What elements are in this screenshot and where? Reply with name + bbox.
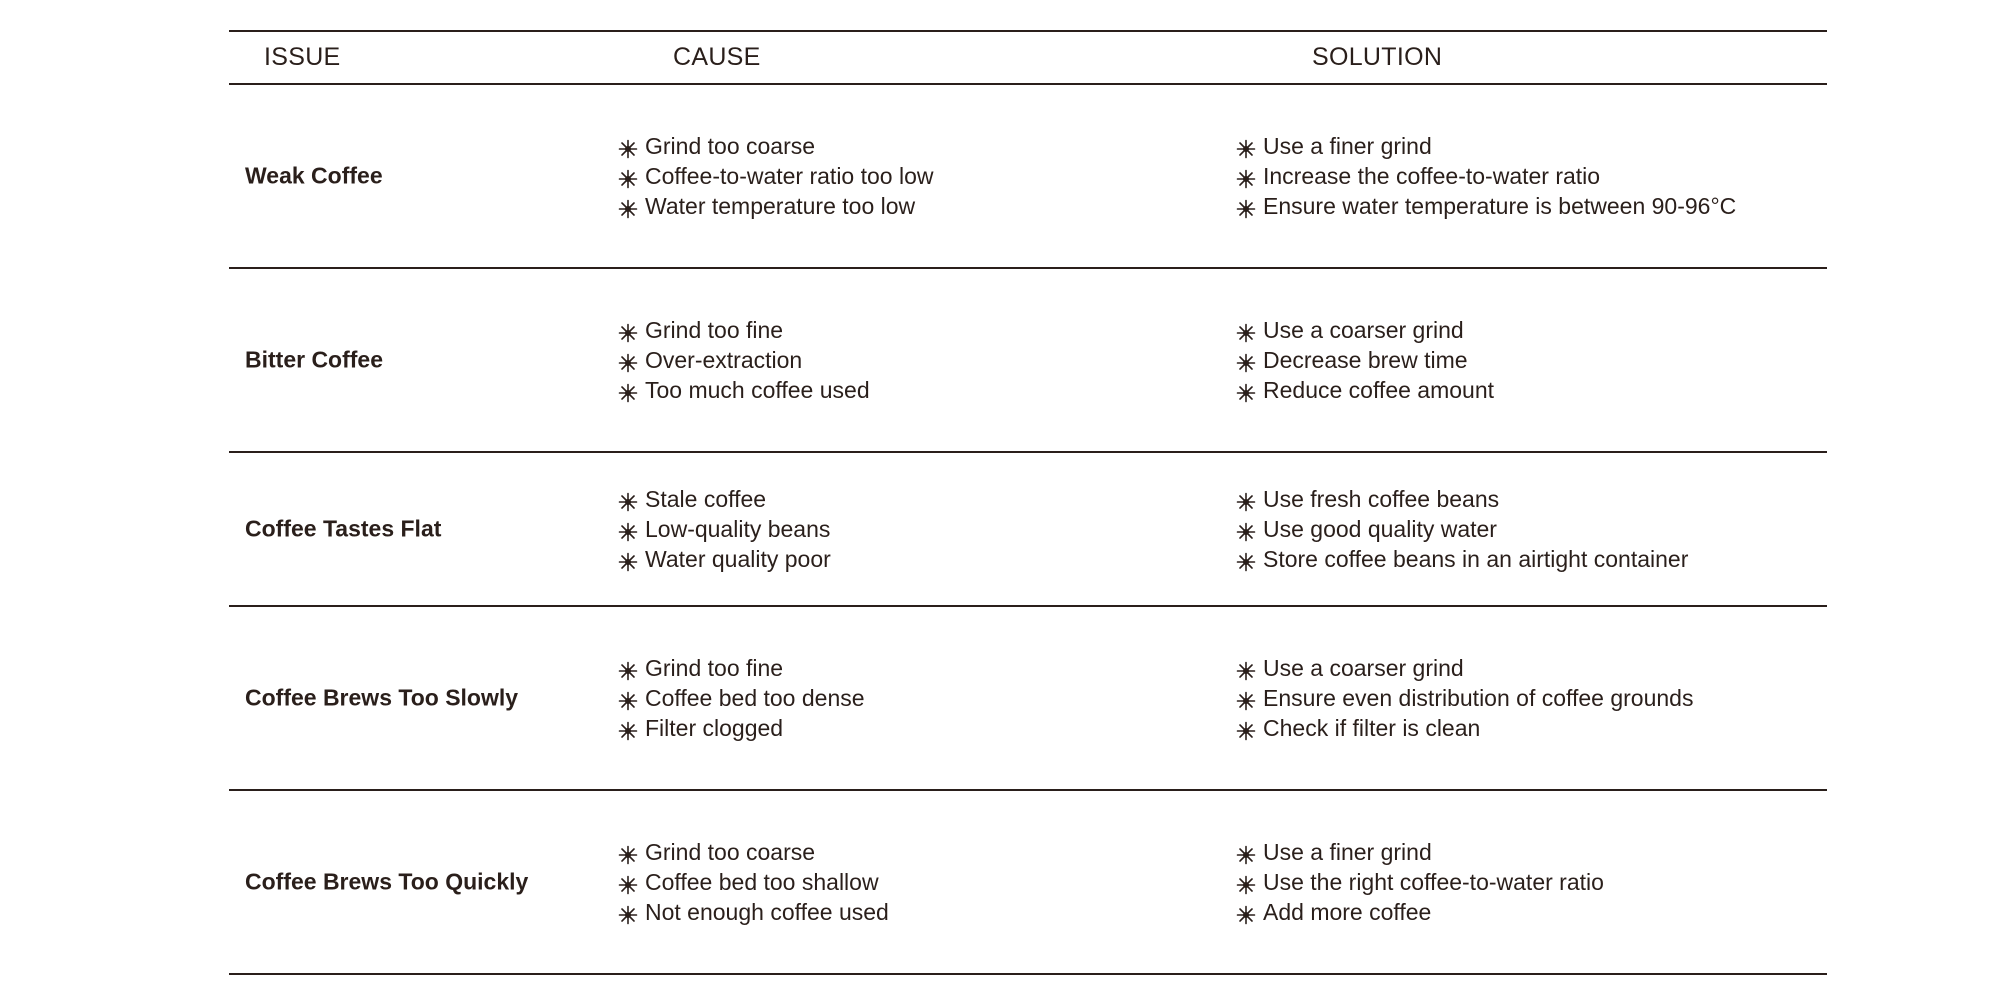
asterisk-star-icon	[618, 549, 638, 569]
asterisk-star-icon	[1236, 196, 1256, 216]
asterisk-star-icon	[618, 872, 638, 892]
cause-item	[618, 315, 870, 345]
solution-item	[1236, 683, 1693, 713]
asterisk-star-icon	[618, 489, 638, 509]
asterisk-star-icon	[1236, 350, 1256, 370]
asterisk-star-icon	[618, 902, 638, 922]
asterisk-star-icon	[1236, 658, 1256, 678]
cause-item	[618, 897, 889, 927]
solution-item	[1236, 514, 1688, 544]
cause-text: Coffee bed too dense	[645, 685, 865, 711]
table-header	[229, 30, 1827, 85]
solution-text: Ensure even distribution of coffee grounds	[1263, 685, 1694, 711]
solution-list	[1236, 484, 1688, 574]
solution-item	[1236, 345, 1494, 375]
asterisk-star-icon	[1236, 718, 1256, 738]
cause-text: Coffee-to-water ratio too low	[645, 163, 934, 189]
cause-text: Grind too fine	[645, 655, 784, 681]
cause-item	[618, 161, 934, 191]
issue-label: Coffee Brews Too Quickly	[245, 868, 529, 895]
asterisk-star-icon	[618, 166, 638, 186]
cause-item	[618, 867, 889, 897]
solution-item	[1236, 484, 1688, 514]
cause-text: Over-extraction	[645, 347, 803, 373]
cause-item	[618, 544, 831, 574]
cause-item	[618, 375, 870, 405]
solution-list	[1236, 131, 1736, 221]
header-cause: CAUSE	[673, 43, 761, 71]
cause-text: Coffee bed too shallow	[645, 869, 879, 895]
solution-text: Use good quality water	[1263, 516, 1497, 542]
cause-item	[618, 683, 865, 713]
cause-item	[618, 191, 934, 221]
solution-text: Check if filter is clean	[1263, 715, 1481, 741]
solution-list	[1236, 315, 1494, 405]
asterisk-star-icon	[1236, 872, 1256, 892]
asterisk-star-icon	[618, 380, 638, 400]
solution-item	[1236, 713, 1693, 743]
asterisk-star-icon	[618, 350, 638, 370]
solution-item	[1236, 897, 1604, 927]
solution-text: Store coffee beans in an airtight container	[1263, 546, 1689, 572]
solution-item	[1236, 837, 1604, 867]
solution-text: Decrease brew time	[1263, 347, 1468, 373]
solution-item	[1236, 375, 1494, 405]
asterisk-star-icon	[618, 842, 638, 862]
solution-text: Use a coarser grind	[1263, 317, 1464, 343]
cause-item	[618, 653, 865, 683]
cause-item	[618, 131, 934, 161]
asterisk-star-icon	[1236, 136, 1256, 156]
solution-item	[1236, 315, 1494, 345]
asterisk-star-icon	[1236, 320, 1256, 340]
asterisk-star-icon	[618, 136, 638, 156]
solution-item	[1236, 191, 1736, 221]
solution-list	[1236, 653, 1693, 743]
cause-item	[618, 484, 831, 514]
asterisk-star-icon	[618, 688, 638, 708]
cause-text: Grind too coarse	[645, 839, 816, 865]
asterisk-star-icon	[618, 519, 638, 539]
asterisk-star-icon	[618, 320, 638, 340]
solution-item	[1236, 544, 1688, 574]
issue-label: Bitter Coffee	[245, 346, 384, 373]
cause-text: Filter clogged	[645, 715, 784, 741]
asterisk-star-icon	[1236, 380, 1256, 400]
table-row	[229, 607, 1827, 791]
asterisk-star-icon	[1236, 842, 1256, 862]
solution-text: Add more coffee	[1263, 899, 1432, 925]
solution-text: Reduce coffee amount	[1263, 377, 1495, 403]
header-issue: ISSUE	[264, 43, 341, 71]
solution-text: Use a finer grind	[1263, 133, 1432, 159]
header-solution: SOLUTION	[1312, 43, 1443, 71]
cause-list	[618, 484, 831, 574]
cause-text: Water temperature too low	[645, 193, 916, 219]
solution-text: Ensure water temperature is between 90-96°C	[1263, 193, 1737, 219]
table-row	[229, 85, 1827, 269]
solution-item	[1236, 131, 1736, 161]
asterisk-star-icon	[1236, 519, 1256, 539]
asterisk-star-icon	[1236, 549, 1256, 569]
asterisk-star-icon	[1236, 489, 1256, 509]
cause-text: Grind too coarse	[645, 133, 816, 159]
solution-text: Increase the coffee-to-water ratio	[1263, 163, 1601, 189]
solution-item	[1236, 867, 1604, 897]
cause-item	[618, 514, 831, 544]
table-row	[229, 453, 1827, 607]
cause-list	[618, 315, 870, 405]
cause-text: Water quality poor	[645, 546, 831, 572]
troubleshooting-table	[229, 30, 1827, 975]
asterisk-star-icon	[618, 718, 638, 738]
cause-item	[618, 837, 889, 867]
cause-text: Stale coffee	[645, 486, 767, 512]
solution-list	[1236, 837, 1604, 927]
solution-text: Use a coarser grind	[1263, 655, 1464, 681]
solution-text: Use a finer grind	[1263, 839, 1432, 865]
table-row	[229, 269, 1827, 453]
cause-list	[618, 837, 889, 927]
asterisk-star-icon	[618, 658, 638, 678]
cause-item	[618, 713, 865, 743]
issue-label: Coffee Tastes Flat	[245, 515, 442, 542]
cause-list	[618, 131, 934, 221]
solution-item	[1236, 161, 1736, 191]
cause-text: Grind too fine	[645, 317, 784, 343]
cause-text: Low-quality beans	[645, 516, 831, 542]
issue-label: Coffee Brews Too Slowly	[245, 684, 519, 711]
asterisk-star-icon	[1236, 166, 1256, 186]
solution-text: Use fresh coffee beans	[1263, 486, 1500, 512]
cause-item	[618, 345, 870, 375]
issue-label: Weak Coffee	[245, 162, 383, 189]
table-row	[229, 791, 1827, 975]
cause-text: Too much coffee used	[645, 377, 870, 403]
asterisk-star-icon	[1236, 902, 1256, 922]
cause-list	[618, 653, 865, 743]
solution-text: Use the right coffee-to-water ratio	[1263, 869, 1604, 895]
solution-item	[1236, 653, 1693, 683]
asterisk-star-icon	[618, 196, 638, 216]
asterisk-star-icon	[1236, 688, 1256, 708]
cause-text: Not enough coffee used	[645, 899, 889, 925]
